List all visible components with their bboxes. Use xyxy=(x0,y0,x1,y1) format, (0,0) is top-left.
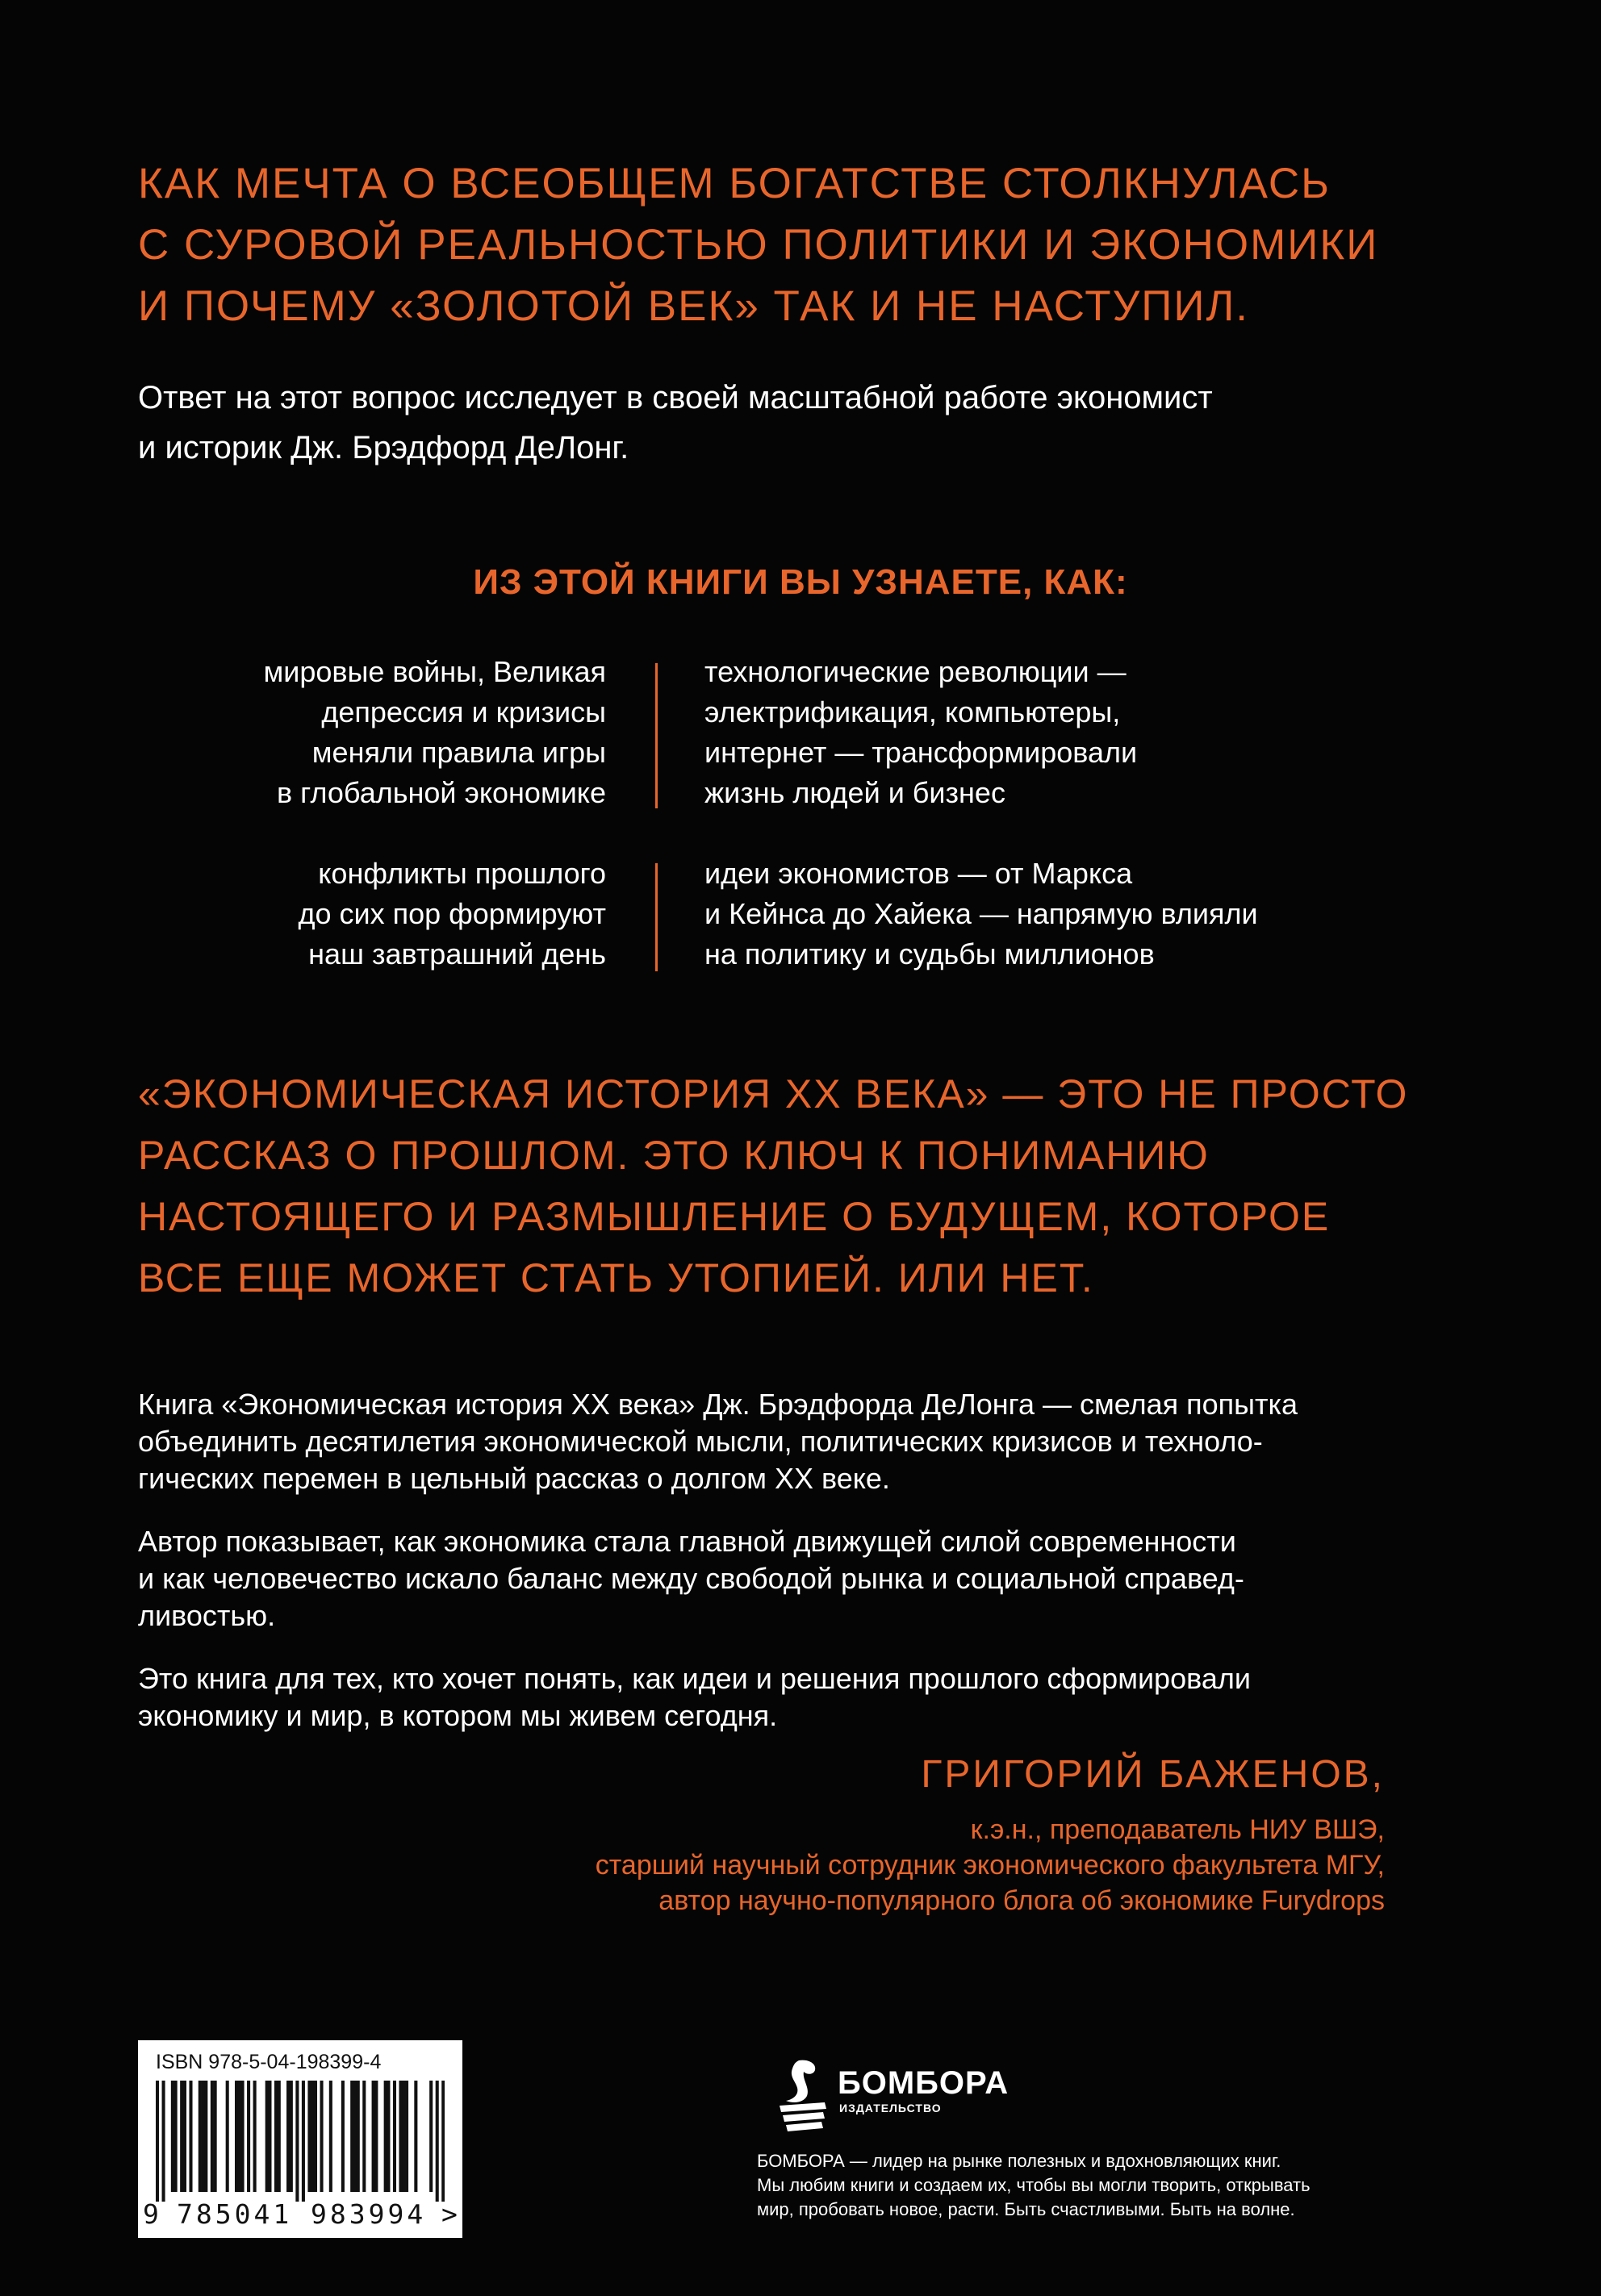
barcode-digits-left: 785041 xyxy=(177,2198,293,2230)
barcode-bar xyxy=(302,2081,305,2202)
barcode-bar xyxy=(274,2081,278,2192)
barcode-bar xyxy=(199,2081,202,2192)
blurb-line: БОМБОРА — лидер на рынке полезных и вдохновляющих книг. xyxy=(757,2151,1281,2171)
body-line: Автор показывает, как экономика стала главной движущей силой современности xyxy=(138,1525,1236,1558)
barcode-bar xyxy=(414,2081,417,2192)
point-line: мировые войны, Великая xyxy=(263,655,606,688)
learn-point-conflicts xyxy=(298,854,606,975)
isbn-barcode xyxy=(138,2040,462,2238)
pull-quote xyxy=(138,1063,1478,1309)
point-divider xyxy=(655,863,658,971)
point-line: депрессия и кризисы xyxy=(321,695,606,728)
barcode-bar xyxy=(372,2081,375,2192)
barcode-bar xyxy=(162,2081,165,2202)
barcode-bar xyxy=(405,2081,408,2192)
learn-title: ИЗ ЭТОЙ КНИГИ ВЫ УЗНАЕТЕ, КАК: xyxy=(473,562,1128,602)
body-paragraph-1 xyxy=(138,1386,1478,1497)
barcode-bar xyxy=(171,2081,174,2192)
blurb-line: Мы любим книги и создаем их, чтобы вы могли творить, открывать xyxy=(757,2175,1310,2195)
body-line: объединить десятилетия экономической мысли, политических кризисов и техноло- xyxy=(138,1425,1263,1458)
body-line: ливостью. xyxy=(138,1599,276,1632)
barcode-bar xyxy=(429,2081,433,2192)
publisher-blurb xyxy=(757,2149,1310,2222)
barcode-bar xyxy=(307,2081,311,2192)
barcode-bar xyxy=(436,2081,439,2202)
quote-line: НАСТОЯЩЕГО И РАЗМЫШЛЕНИЕ О БУДУЩЕМ, КОТОРОЕ xyxy=(138,1194,1331,1239)
barcode-bar xyxy=(180,2081,183,2192)
learn-point-economists xyxy=(704,854,1258,975)
author-signature-name: ГРИГОРИЙ БАЖЕНОВ, xyxy=(921,1753,1385,1796)
barcode-bar xyxy=(362,2081,366,2192)
author-credentials xyxy=(596,1812,1385,1918)
quote-line: «ЭКОНОМИЧЕСКАЯ ИСТОРИЯ XX ВЕКА» — ЭТО НЕ ПРОСТО xyxy=(138,1071,1409,1117)
body-paragraph-3 xyxy=(138,1660,1478,1735)
point-line: интернет — трансформировали xyxy=(704,736,1138,769)
quote-line: ВСЕ ЕЩЕ МОЖЕТ СТАТЬ УТОПИЕЙ. ИЛИ НЕТ. xyxy=(138,1255,1094,1300)
bombora-wave-icon xyxy=(775,2056,833,2133)
intro-line: Ответ на этот вопрос исследует в своей масштабной работе экономист xyxy=(138,380,1213,415)
barcode-bar xyxy=(265,2081,269,2192)
barcode-bar xyxy=(295,2081,299,2202)
point-divider xyxy=(655,663,658,808)
point-line: и Кейнса до Хайека — напрямую влияли xyxy=(704,897,1258,930)
credential-line: автор научно-популярного блога об экономике Furydrops xyxy=(658,1885,1385,1916)
barcode-digits-right: 983994 xyxy=(311,2198,427,2230)
point-line: меняли правила игры xyxy=(311,736,606,769)
body-line: Книга «Экономическая история XX века» Дж. Брэдфорда ДеЛонга — смелая попытка xyxy=(138,1388,1298,1421)
barcode-bar xyxy=(278,2081,281,2192)
barcode-bar xyxy=(353,2081,357,2192)
barcode-bar xyxy=(311,2081,314,2192)
barcode-bar xyxy=(290,2081,293,2192)
blurb-line: мир, пробовать новое, расти. Быть счастливыми. Быть на волне. xyxy=(757,2199,1295,2219)
body-paragraph-2 xyxy=(138,1523,1478,1634)
point-line: до сих пор формируют xyxy=(298,897,606,930)
barcode-bar xyxy=(241,2081,245,2192)
barcode-bar xyxy=(393,2081,396,2192)
barcode-bar xyxy=(384,2081,387,2192)
barcode-bar xyxy=(253,2081,257,2192)
publisher-logo xyxy=(775,2056,1017,2136)
barcode-bar xyxy=(235,2081,238,2192)
barcode-bar xyxy=(183,2081,186,2192)
barcode-bar xyxy=(247,2081,250,2192)
publisher-logo-subtitle: ИЗДАТЕЛЬСТВО xyxy=(839,2102,942,2114)
publisher-logo-name: БОМБОРА xyxy=(838,2065,1010,2101)
barcode-bar xyxy=(204,2081,207,2192)
barcode-bar xyxy=(320,2081,323,2192)
body-line: Это книга для тех, кто хочет понять, как идеи и решения прошлого сформировали xyxy=(138,1662,1251,1695)
barcode-bar xyxy=(387,2081,390,2192)
barcode-bar xyxy=(202,2081,205,2192)
barcode-bar xyxy=(441,2081,445,2202)
barcode-bar xyxy=(214,2081,217,2192)
learn-point-wars xyxy=(263,652,606,813)
point-line: идеи экономистов — от Маркса xyxy=(704,857,1133,890)
point-line: технологические революции — xyxy=(704,655,1127,688)
quote-line: РАССКАЗ О ПРОШЛОМ. ЭТО КЛЮЧ К ПОНИМАНИЮ xyxy=(138,1133,1210,1178)
headline-line: И ПОЧЕМУ «ЗОЛОТОЙ ВЕК» ТАК И НЕ НАСТУПИЛ. xyxy=(138,282,1249,330)
barcode-bar xyxy=(238,2081,241,2192)
point-line: в глобальной экономике xyxy=(277,776,606,809)
point-line: электрификация, компьютеры, xyxy=(704,695,1121,728)
barcode-bar xyxy=(286,2081,290,2192)
barcode-bar xyxy=(189,2081,192,2192)
barcode-bar xyxy=(374,2081,378,2192)
point-line: на политику и судьбы миллионов xyxy=(704,937,1155,971)
point-line: конфликты прошлого xyxy=(318,857,606,890)
headline-line: С СУРОВОЙ РЕАЛЬНОСТЬЮ ПОЛИТИКИ И ЭКОНОМИКИ xyxy=(138,221,1379,269)
point-line: жизнь людей и бизнес xyxy=(704,776,1005,809)
headline xyxy=(138,153,1478,337)
barcode-bar xyxy=(357,2081,360,2192)
intro-paragraph xyxy=(138,373,1478,473)
headline-line: КАК МЕЧТА О ВСЕОБЩЕМ БОГАТСТВЕ СТОЛКНУЛАСЬ xyxy=(138,160,1331,207)
barcode-digit-first: 9 xyxy=(143,2198,159,2230)
barcode-bar xyxy=(329,2081,332,2192)
barcode-bar xyxy=(350,2081,353,2192)
barcode-bar xyxy=(268,2081,271,2192)
body-line: и как человечество искало баланс между свободой рынка и социальной справед- xyxy=(138,1562,1244,1595)
barcode-bar xyxy=(402,2081,405,2192)
barcode-bar xyxy=(174,2081,178,2192)
intro-line: и историк Дж. Брэдфорд ДеЛонг. xyxy=(138,430,629,465)
barcode-bars xyxy=(156,2081,445,2202)
barcode-bar xyxy=(211,2081,214,2192)
learn-point-technology xyxy=(704,652,1137,813)
isbn-label: ISBN 978-5-04-198399-4 xyxy=(156,2051,382,2073)
barcode-bar xyxy=(226,2081,229,2192)
barcode-bar xyxy=(399,2081,402,2192)
barcode-bar xyxy=(314,2081,317,2192)
point-line: наш завтрашний день xyxy=(308,937,606,971)
barcode-bar xyxy=(341,2081,345,2192)
barcode-quiet-mark: > xyxy=(441,2198,458,2230)
body-line: гических перемен в цельный рассказ о долгом XX веке. xyxy=(138,1462,890,1495)
credential-line: к.э.н., преподаватель НИУ ВШЭ, xyxy=(970,1814,1385,1845)
barcode-bar xyxy=(156,2081,159,2202)
credential-line: старший научный сотрудник экономического факультета МГУ, xyxy=(595,1850,1385,1881)
body-line: экономику и мир, в котором мы живем сегодня. xyxy=(138,1699,778,1732)
